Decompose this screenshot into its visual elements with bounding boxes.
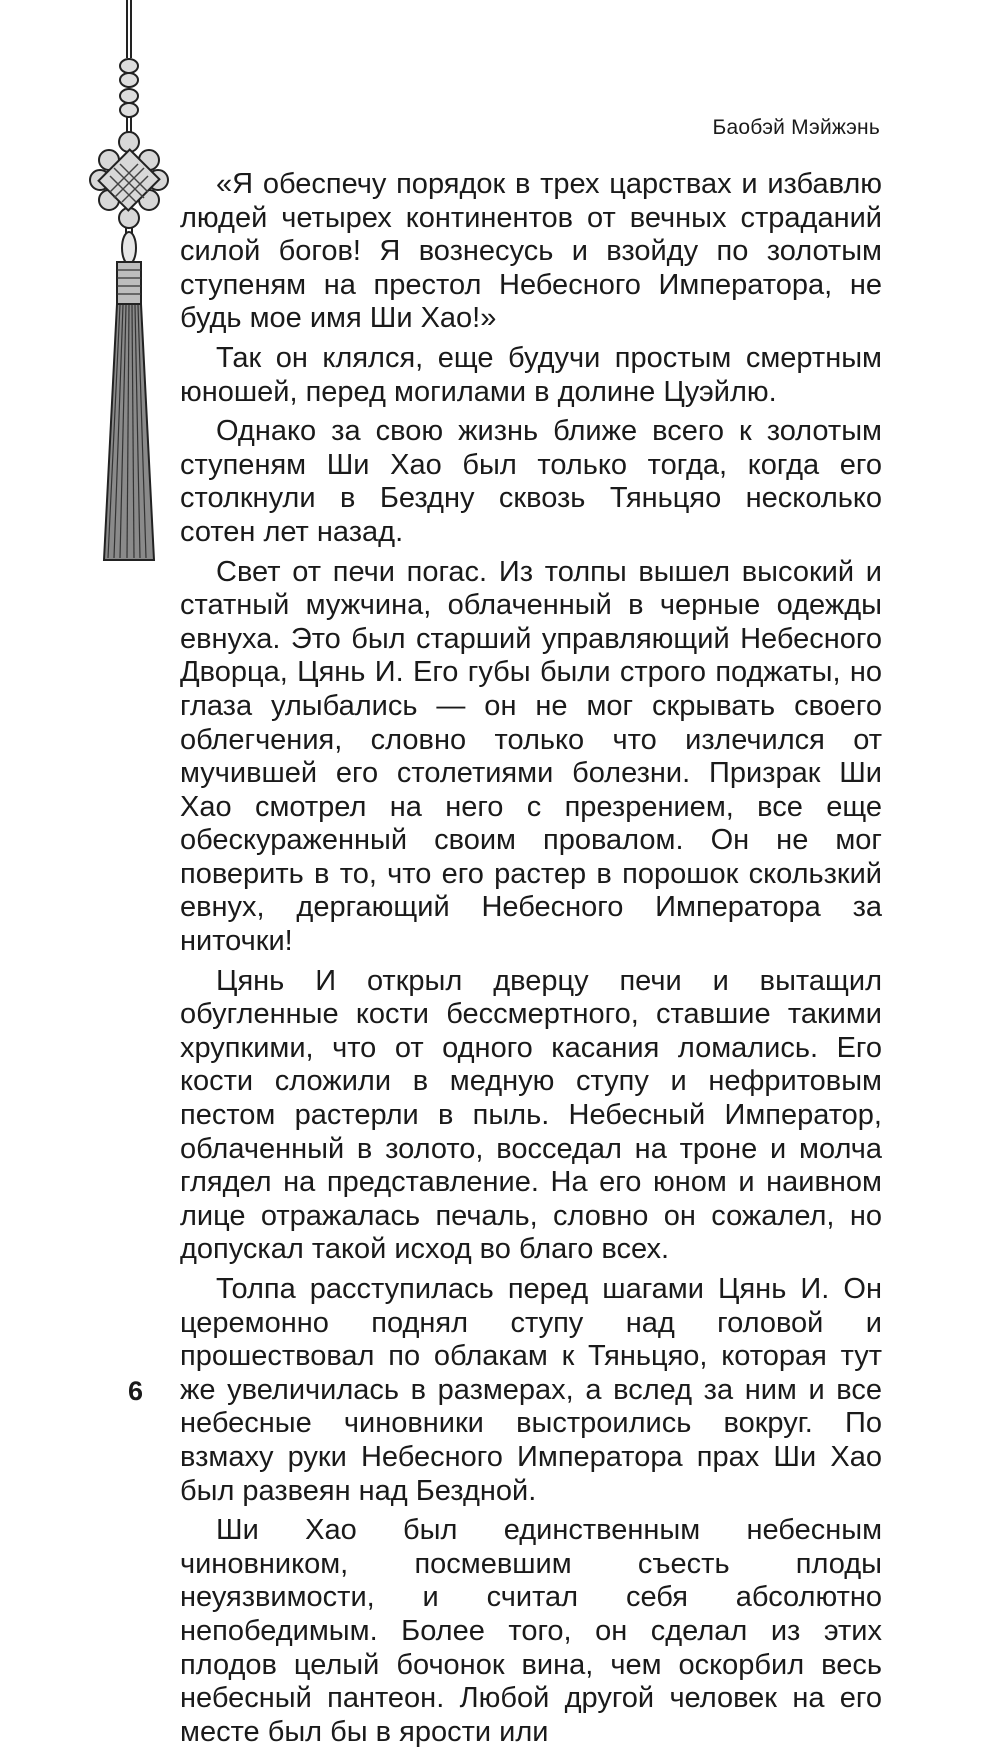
paragraph: Свет от печи погас. Из толпы вышел высокий и статный мужчина, облаченный в черные одежды евнуха. Это был старший управляющий Небесного Дворца, Цянь И. Его губы были строго поджаты, но глаза улыбались — он не мог скрывать своего облегчения, словно только что излечился от мучившей его столетиями болезни. Призрак Ши Хао смотрел на него с презрением, все еще обескураженный своим провалом. Он не мог поверить в то, что его растер в порошок скользкий евнух, дергающий Небесного Императора за ниточки! <box>180 555 882 958</box>
page-number: 6 <box>128 1376 144 1406</box>
paragraph: Толпа расступилась перед шагами Цянь И. Он церемонно поднял ступу над головой и прошествовал по облакам к Тяньцяо, которая тут же увеличилась в размерах, а вслед за ним и все небесные чиновники выстроились вокруг. По взмаху руки Небесного Императора прах Ши Хао был развеян над Бездной. <box>180 1273 882 1507</box>
paragraph: Цянь И открыл дверцу печи и вытащил обугленные кости бессмертного, ставшие такими хрупкими, что от одного касания ломались. Его кости сложили в медную ступу и нефритовым пестом растерли в пыль. Небесный Император, облаченный в золото, восседал на троне и молча глядел на представление. На его юном и наивном лице отражалась печаль, словно он сожалел, но допускал такой исход во благо всех. <box>180 964 882 1266</box>
paragraph: Однако за свою жизнь ближе всего к золотым ступеням Ши Хао был только тогда, когда его столкнули в Бездну сквозь Тяньцяо несколько сотен лет назад. <box>180 415 882 548</box>
paragraph: «Я обеспечу порядок в трех царствах и избавлю людей четырех континентов от вечных страданий силой богов! Я вознесусь и взойду по золотым ступеням на престол Небесного Императора, не будь мое имя Ши Хао!» <box>180 168 882 335</box>
tassel-knot-icon <box>80 0 190 600</box>
running-head: Баобэй Мэйжэнь <box>712 116 880 139</box>
body-text <box>180 168 882 1755</box>
paragraph: Так он клялся, еще будучи простым смертным юношей, перед могилами в долине Цуэйлю. <box>180 341 882 408</box>
paragraph: Ши Хао был единственным небесным чиновником, посмевшим съесть плоды неуязвимости, и считал себя абсолютно непобедимым. Более того, он сделал из этих плодов целый бочонок вина, чем оскорбил весь небесный пантеон. Любой другой человек на его месте был бы в ярости или <box>180 1514 882 1748</box>
